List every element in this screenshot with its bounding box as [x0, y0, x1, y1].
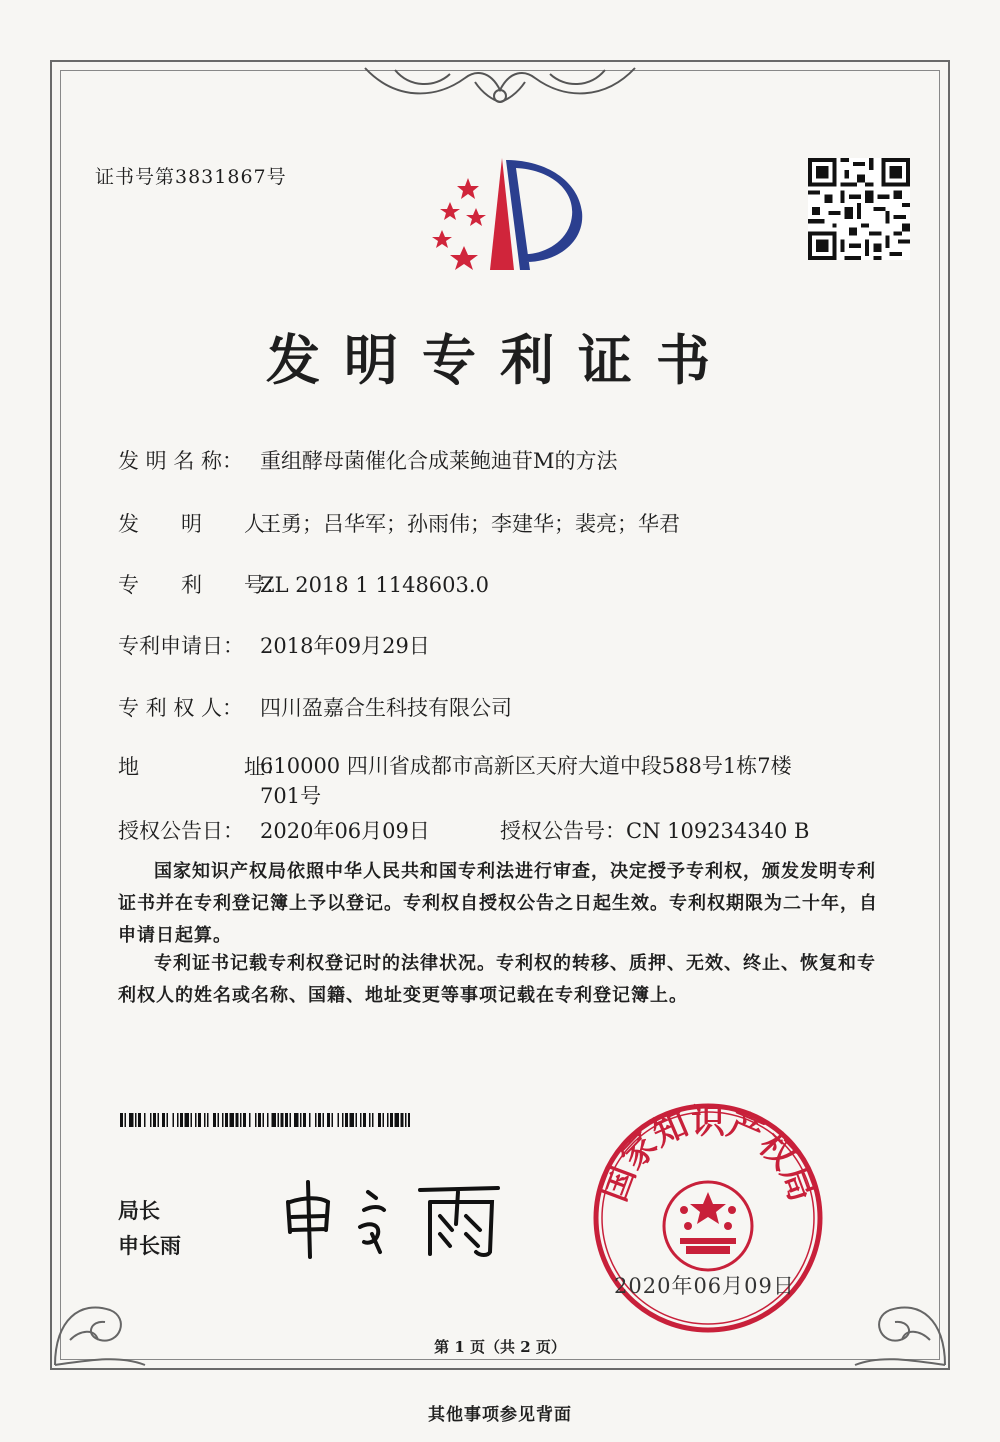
- footer-note: 其他事项参见背面: [428, 1405, 572, 1425]
- qr-code-icon[interactable]: [808, 158, 910, 260]
- address-value: 610000 四川省成都市高新区天府大道中段588号1栋7楼701号: [260, 754, 792, 808]
- inventors-label: 发 明 人：: [118, 512, 286, 536]
- seal-date: 2020年06月09日: [614, 1274, 795, 1298]
- inventors-value: 王勇；吕华军；孙雨伟；李建华；裴亮；华君: [260, 512, 680, 536]
- patentee-row: [118, 692, 512, 722]
- grant-number-row: [500, 815, 809, 845]
- filing-date-label: 专利申请日：: [118, 634, 244, 658]
- grant-date-row: [118, 815, 430, 845]
- grant-date-value: 2020年06月09日: [260, 819, 430, 843]
- patent-number-value: ZL 2018 1 1148603.0: [260, 573, 489, 597]
- address-label: 地 址：: [118, 755, 286, 779]
- page-number: 第 1 页（共 2 页）: [434, 1338, 566, 1356]
- grant-date-label: 授权公告日：: [118, 819, 244, 843]
- director-title: 局长: [118, 1198, 160, 1223]
- official-seal-icon: [588, 1098, 828, 1338]
- top-ornament-icon: [355, 60, 645, 110]
- page-title: 发明专利证书: [266, 328, 734, 392]
- address-row: [118, 751, 286, 781]
- signature-icon: [280, 1172, 510, 1262]
- barcode-icon: [120, 1113, 410, 1127]
- legal-paragraph-1: 国家知识产权局依照中华人民共和国专利法进行审查，决定授予专利权，颁发发明专利证书并在专利登记簿上予以登记。专利权自授权公告之日起生效。专利权期限为二十年，自申请日起算。: [118, 861, 878, 946]
- legal-paragraph-2: 专利证书记载专利权登记时的法律状况。专利权的转移、质押、无效、终止、恢复和专利权人的姓名或名称、国籍、地址变更等事项记载在专利登记簿上。: [118, 953, 876, 1006]
- invention-name-value: 重组酵母菌催化合成莱鲍迪苷M的方法: [260, 449, 618, 473]
- filing-date-row: [118, 630, 430, 660]
- seal-text: 国家知识产权局: [594, 1101, 822, 1207]
- patent-number-row: [118, 569, 489, 599]
- patentee-label: 专 利 权 人：: [118, 696, 244, 720]
- cnipa-logo-icon: [420, 150, 590, 280]
- grant-number-value: CN 109234340 B: [626, 819, 810, 843]
- director-name: 申长雨: [118, 1233, 181, 1258]
- svg-text:国家知识产权局: [594, 1102, 821, 1207]
- invention-name-row: [118, 445, 618, 475]
- inventors-row: [118, 508, 680, 538]
- filing-date-value: 2018年09月29日: [260, 634, 430, 658]
- invention-name-label: 发 明 名 称：: [118, 449, 244, 473]
- patent-number-label: 专 利 号：: [118, 573, 286, 597]
- grant-number-label: 授权公告号：: [500, 819, 626, 843]
- patentee-value: 四川盈嘉合生科技有限公司: [260, 696, 512, 720]
- certificate-number: 证书号第3831867号: [95, 166, 287, 188]
